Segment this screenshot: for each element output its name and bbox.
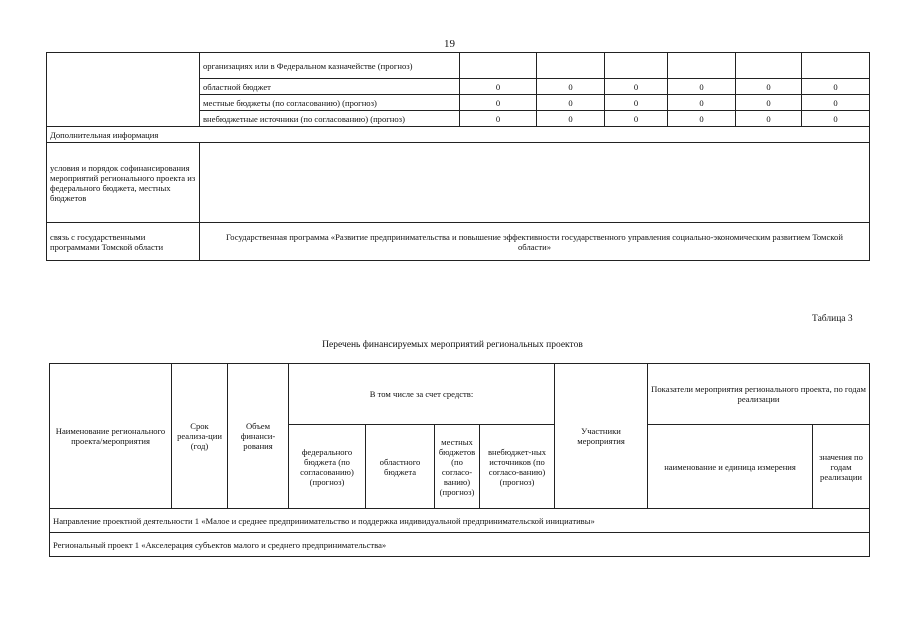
table-header-row: [50, 364, 870, 425]
col-header-extra: внебюджет-ных источников (по согласо-ванию) (прогноз): [480, 425, 555, 509]
project-row: Региональный проект 1 «Акселерация субъектов малого и среднего предпринимательства»: [50, 533, 870, 557]
fin-row-label: организациях или в Федеральном казначействе (прогноз): [200, 53, 460, 79]
direction-row: Направление проектной деятельности 1 «Малое и среднее предпринимательство и поддержка индивидуальной предпринимательской инициативы»: [50, 509, 870, 533]
fin-cell: 0: [668, 95, 736, 111]
fin-cell: [802, 53, 870, 79]
fin-cell: 0: [802, 79, 870, 95]
fin-cell: 0: [605, 111, 668, 127]
cofinancing-label: условия и порядок софинансирования мероприятий регионального проекта из федерального бюджета, местных бюджетов: [47, 143, 200, 223]
fin-cell: 0: [460, 95, 537, 111]
fin-cell: [605, 53, 668, 79]
fin-cell: 0: [537, 111, 605, 127]
fin-cell: 0: [802, 111, 870, 127]
fin-cell: 0: [537, 79, 605, 95]
table-row: [47, 53, 870, 79]
additional-info-row: Дополнительная информация: [47, 127, 870, 143]
fin-row-label: местные бюджеты (по согласованию) (прогноз): [200, 95, 460, 111]
col-header-indicator-values: значения по годам реализации: [813, 425, 870, 509]
cofinancing-value: [200, 143, 870, 223]
col-header-indicators: Показатели мероприятия регионального проекта, по годам реализации: [648, 364, 870, 425]
fin-cell: [537, 53, 605, 79]
program-link-label: связь с государственными программами Томской области: [47, 223, 200, 261]
fin-cell: 0: [605, 79, 668, 95]
financing-continuation-table: [46, 52, 870, 261]
table-row: [47, 143, 870, 223]
fin-cell: 0: [802, 95, 870, 111]
col-header-local: местных бюджетов (по согласо-ванию) (прогноз): [435, 425, 480, 509]
fin-cell: [460, 53, 537, 79]
col-header-participants: Участники мероприятия: [555, 364, 648, 509]
table-row: [47, 127, 870, 143]
fin-cell: 0: [736, 79, 802, 95]
col-header-federal: федерального бюджета (по согласованию) (прогноз): [289, 425, 366, 509]
fin-cell: 0: [605, 95, 668, 111]
col-header-indicator-name: наименование и единица измерения: [648, 425, 813, 509]
col-header-regional: областного бюджета: [366, 425, 435, 509]
fin-cell: [736, 53, 802, 79]
funded-activities-table: [49, 363, 870, 557]
col-header-volume: Объем финанси-рования: [228, 364, 289, 509]
col-header-term: Срок реализа-ции (год): [172, 364, 228, 509]
table-title: Перечень финансируемых мероприятий региональных проектов: [322, 340, 583, 350]
table-row: [47, 223, 870, 261]
col-header-name: Наименование регионального проекта/мероприятия: [50, 364, 172, 509]
fin-row-label: областной бюджет: [200, 79, 460, 95]
fin-cell: 0: [668, 111, 736, 127]
fin-cell: 0: [736, 95, 802, 111]
fin-cell: [668, 53, 736, 79]
fin-cell: 0: [537, 95, 605, 111]
fin-cell: 0: [736, 111, 802, 127]
page-number: 19: [444, 38, 455, 50]
fin-cell: 0: [460, 79, 537, 95]
col-header-including: В том числе за счет средств:: [289, 364, 555, 425]
program-link-value: Государственная программа «Развитие предпринимательства и повышение эффективности государственного управления социально-экономическим развитием Томской области»: [200, 223, 870, 261]
fin-cell: 0: [668, 79, 736, 95]
table-row: [50, 533, 870, 557]
fin-cell: 0: [460, 111, 537, 127]
fin-row-label: внебюджетные источники (по согласованию) (прогноз): [200, 111, 460, 127]
table-caption: Таблица 3: [812, 314, 853, 324]
table-row: [50, 509, 870, 533]
